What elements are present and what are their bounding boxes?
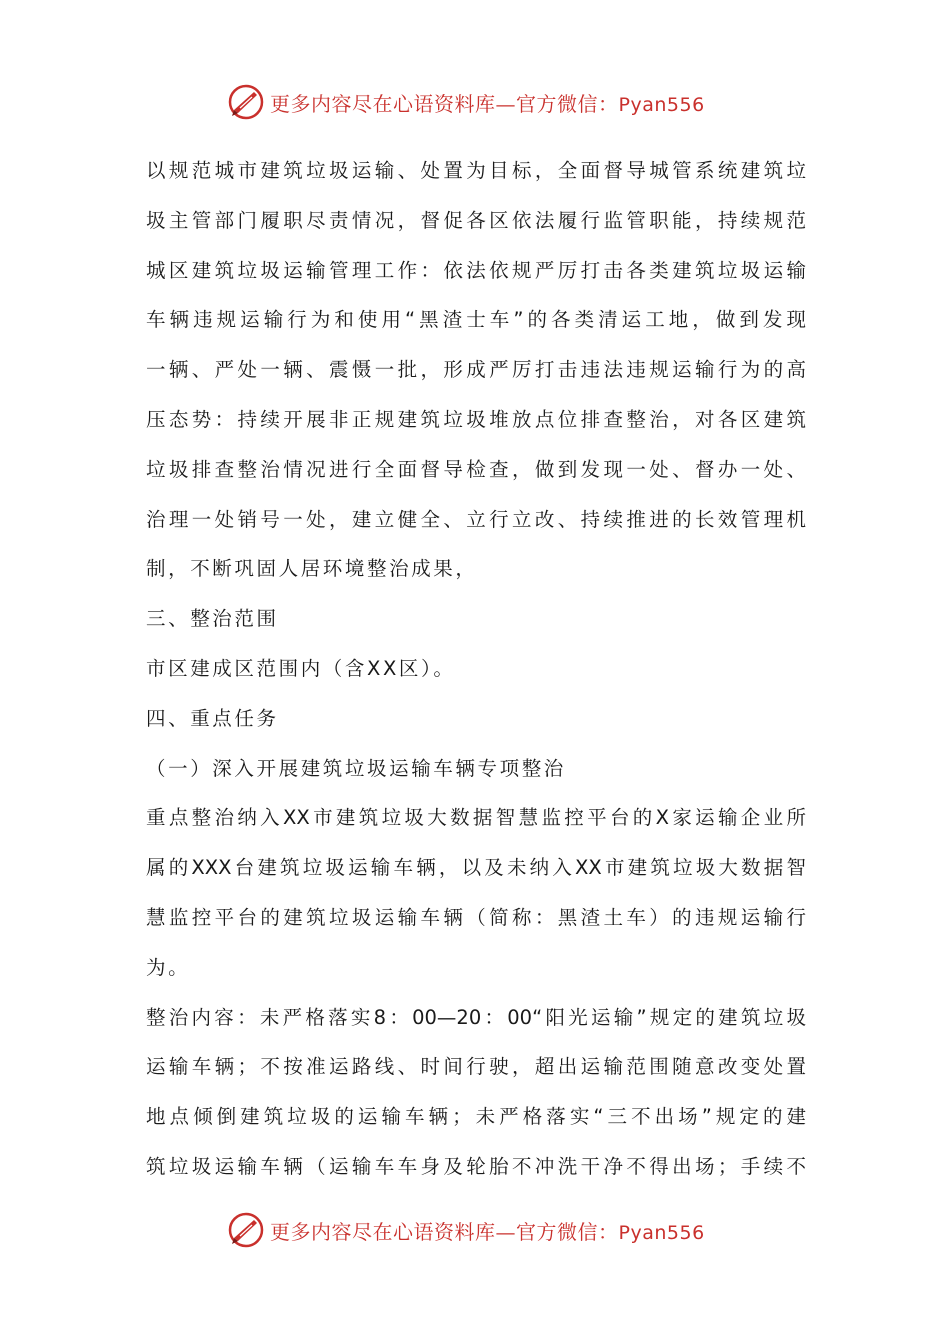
document-body [146,146,806,1192]
header-banner [226,82,746,122]
text-line: 圾主管部门履职尽责情况，督促各区依法履行监管职能，持续规范 [146,208,806,232]
text-line: 筑垃圾运输车辆（运输车车身及轮胎不冲洗干净不得出场；手续不 [146,1154,806,1178]
pen-in-circle-logo-icon [226,82,266,122]
text-line: 为。 [146,955,191,979]
text-line: 四、重点任务 [146,706,279,730]
footer-banner [226,1210,746,1250]
text-line: 制，不断巩固人居环境整治成果， [146,557,478,581]
text-line: 慧监控平台的建筑垃圾运输车辆（简称：黑渣土车）的违规运输行 [146,905,806,929]
text-line: （一）深入开展建筑垃圾运输车辆专项整治 [146,756,566,780]
text-line: 一辆、严处一辆、震慑一批，形成严厉打击违法违规运输行为的高 [146,358,806,382]
text-line: 治理一处销号一处，建立健全、立行立改、持续推进的长效管理机 [146,507,806,531]
text-line: 城区建筑垃圾运输管理工作：依法依规严厉打击各类建筑垃圾运输 [146,258,806,282]
banner-text: 更多内容尽在心语资料库—官方微信：Pyan556 [270,1219,705,1244]
text-line: 属的XXX台建筑垃圾运输车辆，以及未纳入XX市建筑垃圾大数据智 [146,856,806,880]
text-line: 市区建成区范围内（含XX区）。 [146,656,456,680]
banner-text: 更多内容尽在心语资料库—官方微信：Pyan556 [270,91,705,116]
text-line: 以规范城市建筑垃圾运输、处置为目标，全面督导城管系统建筑垃 [146,159,806,182]
text-line: 车辆违规运输行为和使用“黑渣士车”的各类清运工地，做到发现 [146,308,806,332]
pen-in-circle-logo-icon [226,1210,266,1250]
text-line: 垃圾排查整治情况进行全面督导检查，做到发现一处、督办一处、 [146,457,806,481]
text-line: 压态势：持续开展非正规建筑垃圾堆放点位排查整治，对各区建筑 [146,407,806,431]
text-line: 运输车辆；不按准运路线、时间行驶，超出运输范围随意改变处置 [146,1055,806,1079]
text-line: 整治内容：未严格落实8：00—20：00“阳光运输”规定的建筑垃圾 [146,1005,806,1029]
text-line: 重点整治纳入XX市建筑垃圾大数据智慧监控平台的X家运输企业所 [146,806,806,830]
text-line: 三、整治范围 [146,607,279,631]
text-line: 地点倾倒建筑垃圾的运输车辆；未严格落实“三不出场”规定的建 [146,1105,806,1129]
